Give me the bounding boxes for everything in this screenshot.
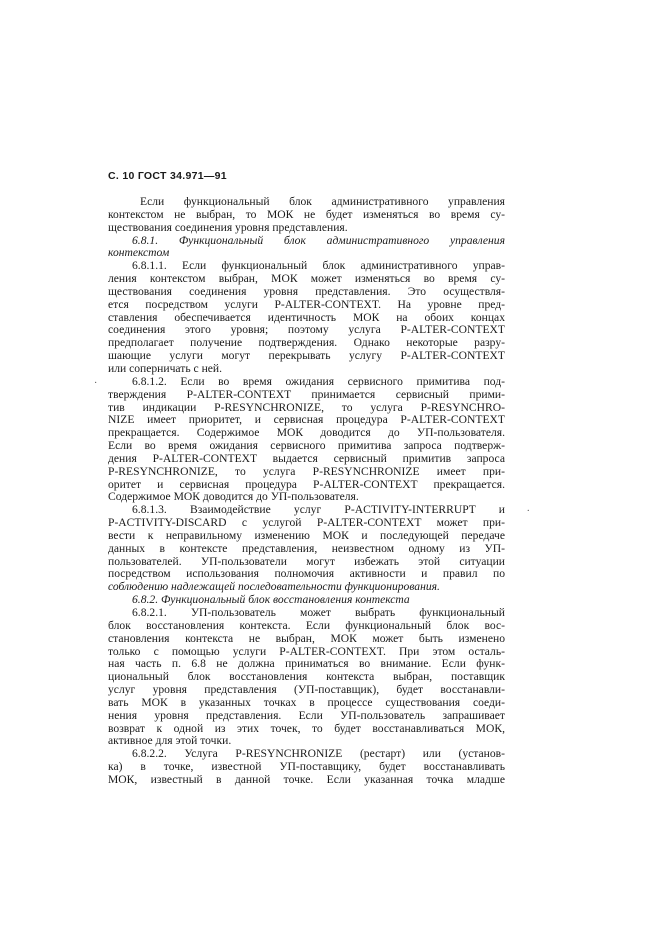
text-line: дения P-ALTER-CONTEXT выдается сервисный примитив запроса <box>108 452 505 465</box>
text-line: услуг уровня представления (УП-поставщик), будет восстанавли- <box>108 684 505 697</box>
text-line: циональный блок восстановления контекста выбран, поставщик <box>108 671 505 684</box>
text-line: оритет и сервисная процедура P-ALTER-CONTEXT прекращается. <box>108 478 505 491</box>
text-line: или соперничать с ней. <box>108 362 223 375</box>
text-line: Содержимое МОК доводится до УП-пользователя. <box>108 491 359 504</box>
text-line: только с помощью услуги P-ALTER-CONTEXT. При этом осталь- <box>108 645 505 658</box>
text-line: тверждения P-ALTER-CONTEXT принимается сервисный прими- <box>108 388 505 401</box>
text-line: тив индикации P-RESYNCHRONIZE, то услуга P-RESYNCHRO- <box>108 401 505 414</box>
text-line: вать МОК в указанных точках в процессе существования соеди- <box>108 696 505 709</box>
text-line: ществования соединения уровня представления. <box>108 221 348 234</box>
margin-dot: . <box>527 503 530 514</box>
text-line: контекстом не выбран, то МОК не будет изменяться во время су- <box>108 208 505 221</box>
text-line: ществования соединения уровня представления. Это осуществля- <box>108 285 505 298</box>
text-line: прекращается. Содержимое МОК доводится до УП-пользователя. <box>108 427 505 440</box>
text-line: соблюдению надлежащей последовательности функционирования. <box>108 581 440 594</box>
text-line: вести к неправильному изменению МОК и последующей передаче <box>108 529 505 542</box>
text-line: ка) в точке, известной УП-поставщику, будет восстанавливать <box>108 761 505 774</box>
text-line: блок восстановления контекста. Если функциональный блок вос- <box>108 619 505 632</box>
text-line: ная часть п. 6.8 не должна приниматься во внимание. Если функ- <box>108 658 505 671</box>
page-header: С. 10 ГОСТ 34.971—91 <box>108 170 227 182</box>
text-line: активное для этой точки. <box>108 735 232 748</box>
section-heading-6-8-2: 6.8.2. Функциональный блок восстановления контекста <box>132 594 410 607</box>
text-line: 6.8.1.3. Взаимодействие услуг P-ACTIVITY-INTERRUPT и <box>132 504 505 517</box>
text-line: P-RESYNCHRONIZE, то услуга P-RESYNCHRONIZE имеет при- <box>108 465 505 478</box>
text-line: P-ACTIVITY-DISCARD с услугой P-ALTER-CONTEXT может при- <box>108 517 505 530</box>
text-line: 6.8.1.1. Если функциональный блок административного управ- <box>132 260 505 273</box>
text-line: МОК, известный в данной точке. Если указанная точка младше <box>108 773 505 786</box>
text-line: шающие услуги могут перекрывать услугу P-ALTER-CONTEXT <box>108 350 505 363</box>
text-line: ставления обеспечивается идентичность МОК на обоих концах <box>108 311 505 324</box>
text-line: становления контекста не выбран, МОК может быть изменено <box>108 632 505 645</box>
text-line: предполагает получение подтверждения. Однако некоторые разру- <box>108 337 505 350</box>
text-line: соединения этого уровня; поэтому услуга P-ALTER-CONTEXT <box>108 324 505 337</box>
text-line: посредством использования полномочия активности и правил по <box>108 568 505 581</box>
text-line: Если во время ожидания сервисного примитива запроса подтверж- <box>108 440 505 453</box>
section-heading-6-8-1-cont: контекстом <box>108 247 170 260</box>
text-line: 6.8.2.2. Услуга P-RESYNCHRONIZE (рестарт) или (установ- <box>132 748 505 761</box>
text-line: возврат к одной из этих точек, то будет восстанавливаться МОК, <box>108 722 505 735</box>
text-line: ется посредством услуги P-ALTER-CONTEXT. На уровне пред- <box>108 298 505 311</box>
text-line: 6.8.1.2. Если во время ожидания сервисного примитива под- <box>132 375 505 388</box>
margin-tick: · <box>94 378 98 389</box>
text-line: нения уровня представления. Если УП-пользователь запрашивает <box>108 709 505 722</box>
document-body <box>108 196 505 787</box>
section-heading-6-8-1: 6.8.1. Функциональный блок административного управления <box>132 234 505 247</box>
text-line: ления контекстом выбран, МОК может изменяться во время су- <box>108 273 505 286</box>
text-line: 6.8.2.1. УП-пользователь может выбрать функциональный <box>132 607 505 619</box>
text-line: Если функциональный блок административного управления <box>140 196 505 208</box>
text-line: NIZE имеет приоритет, и сервисная процедура P-ALTER-CONTEXT <box>108 414 505 427</box>
text-line: пользователей. УП-пользователи могут избежать этой ситуации <box>108 555 505 568</box>
text-line: данных в контексте представления, неизвестном одному из УП- <box>108 542 505 555</box>
